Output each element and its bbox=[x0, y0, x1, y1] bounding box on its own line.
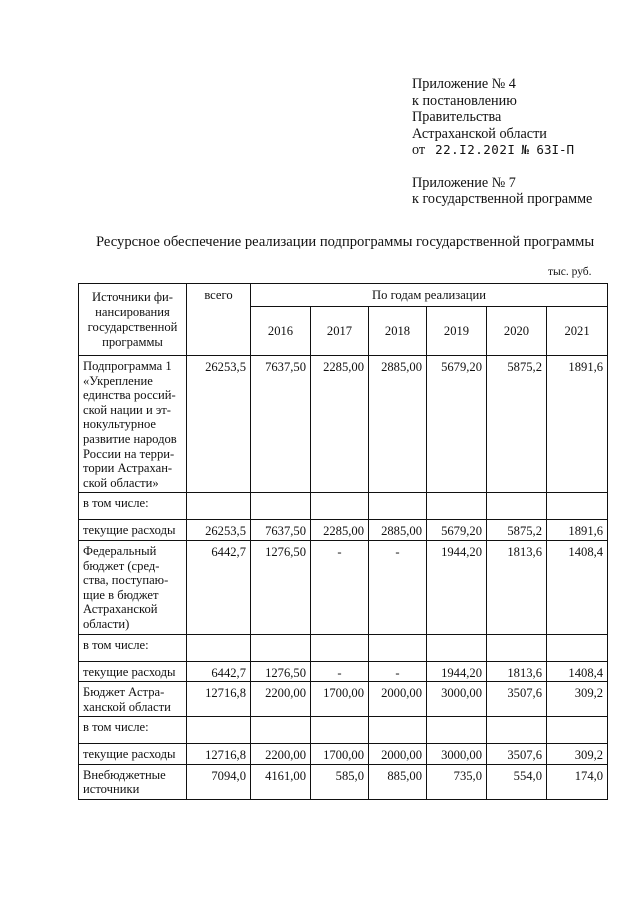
year-value-cell: 2885,00 bbox=[369, 356, 427, 493]
year-value-cell bbox=[251, 634, 311, 661]
source-label-line: Внебюджетные bbox=[83, 767, 166, 782]
source-label-line: ской области» bbox=[83, 475, 159, 490]
source-label-line: «Укрепление bbox=[83, 373, 153, 388]
year-value-cell: 585,0 bbox=[311, 764, 369, 799]
source-label-line: в том числе: bbox=[83, 637, 149, 652]
year-value-cell: 1408,4 bbox=[547, 661, 608, 682]
source-cell bbox=[79, 661, 187, 682]
source-cell bbox=[79, 744, 187, 765]
table-row bbox=[79, 744, 608, 765]
year-value-cell: 309,2 bbox=[547, 682, 608, 717]
year-value-cell: 1700,00 bbox=[311, 682, 369, 717]
source-label-line: тории Астрахан- bbox=[83, 461, 173, 476]
source-cell bbox=[79, 356, 187, 493]
year-value-cell bbox=[369, 493, 427, 520]
appendix-line: Астраханской области bbox=[412, 125, 547, 142]
table-subheader-row bbox=[79, 634, 608, 661]
table-subheader-row bbox=[79, 717, 608, 744]
appendix2-line: к государственной программе bbox=[412, 191, 593, 207]
year-value-cell: 1813,6 bbox=[487, 540, 547, 634]
year-value-cell bbox=[487, 634, 547, 661]
year-value-cell bbox=[427, 493, 487, 520]
year-value-cell: - bbox=[369, 661, 427, 682]
appendix-line: Правительства bbox=[412, 109, 502, 125]
table-row bbox=[79, 764, 608, 799]
source-label-line: Бюджет Астра- bbox=[83, 685, 165, 700]
table-row bbox=[79, 682, 608, 717]
source-label-line: Федеральный bbox=[83, 543, 157, 558]
year-value-cell: 2200,00 bbox=[251, 744, 311, 765]
year-value-cell: 1700,00 bbox=[311, 744, 369, 765]
year-value-cell: 1408,4 bbox=[547, 540, 608, 634]
source-cell bbox=[79, 634, 187, 661]
year-value-cell: - bbox=[369, 540, 427, 634]
source-label-line: России на терри- bbox=[83, 446, 175, 461]
total-cell: 12716,8 bbox=[187, 682, 251, 717]
year-value-cell: 735,0 bbox=[427, 764, 487, 799]
appendix2-line: Приложение № 7 bbox=[412, 174, 516, 191]
source-cell bbox=[79, 682, 187, 717]
decree-date: 22.I2.202I bbox=[435, 142, 516, 157]
year-value-cell: 2200,00 bbox=[251, 682, 311, 717]
year-value-cell: 2885,00 bbox=[369, 520, 427, 541]
year-value-cell: 3000,00 bbox=[427, 682, 487, 717]
year-value-cell: 3507,6 bbox=[487, 682, 547, 717]
year-value-cell bbox=[427, 717, 487, 744]
year-value-cell bbox=[547, 717, 608, 744]
units-label: тыс. руб. bbox=[548, 266, 592, 278]
source-label-line: ханской области bbox=[83, 699, 171, 714]
table-row bbox=[79, 540, 608, 634]
col-header-year: 2020 bbox=[487, 307, 547, 356]
table-row bbox=[79, 520, 608, 541]
year-value-cell: 2000,00 bbox=[369, 682, 427, 717]
col-header-year: 2017 bbox=[311, 307, 369, 356]
year-value-cell bbox=[547, 634, 608, 661]
total-cell: 12716,8 bbox=[187, 744, 251, 765]
appendix-line: к постановлению bbox=[412, 92, 517, 109]
year-value-cell bbox=[369, 634, 427, 661]
year-value-cell: 3000,00 bbox=[427, 744, 487, 765]
year-value-cell: 7637,50 bbox=[251, 356, 311, 493]
year-value-cell bbox=[547, 493, 608, 520]
col-header-years-group: По годам реализации bbox=[251, 284, 608, 307]
year-value-cell: 4161,00 bbox=[251, 764, 311, 799]
year-value-cell: 5679,20 bbox=[427, 356, 487, 493]
source-label-line: щие в бюджет bbox=[83, 587, 159, 602]
year-value-cell: 7637,50 bbox=[251, 520, 311, 541]
table-subheader-row bbox=[79, 493, 608, 520]
source-label-line: в том числе: bbox=[83, 496, 149, 511]
source-label-line: ской нации и эт- bbox=[83, 402, 171, 417]
decree-date-line bbox=[412, 142, 592, 159]
year-value-cell: 2000,00 bbox=[369, 744, 427, 765]
year-value-cell: 1813,6 bbox=[487, 661, 547, 682]
source-label-line: ства, поступаю- bbox=[83, 573, 169, 588]
total-cell bbox=[187, 493, 251, 520]
year-value-cell: 1891,6 bbox=[547, 356, 608, 493]
year-value-cell bbox=[251, 717, 311, 744]
col-header-year: 2019 bbox=[427, 307, 487, 356]
year-value-cell: 2285,00 bbox=[311, 520, 369, 541]
year-value-cell bbox=[487, 493, 547, 520]
source-label-line: нокультурное bbox=[83, 417, 156, 432]
source-label-line: текущие расходы bbox=[83, 523, 176, 538]
total-cell bbox=[187, 717, 251, 744]
total-cell bbox=[187, 634, 251, 661]
table-row bbox=[79, 356, 608, 493]
year-value-cell: 5875,2 bbox=[487, 520, 547, 541]
appendix-line: Приложение № 4 bbox=[412, 76, 516, 92]
total-cell: 26253,5 bbox=[187, 356, 251, 493]
total-cell: 6442,7 bbox=[187, 661, 251, 682]
source-label-line: Подпрограмма 1 bbox=[83, 359, 172, 373]
year-value-cell: - bbox=[311, 661, 369, 682]
year-value-cell bbox=[427, 634, 487, 661]
source-label-line: единства россий- bbox=[83, 388, 176, 403]
year-value-cell: - bbox=[311, 540, 369, 634]
year-value-cell: 309,2 bbox=[547, 744, 608, 765]
year-value-cell bbox=[311, 493, 369, 520]
year-value-cell: 5875,2 bbox=[487, 356, 547, 493]
col-header-year: 2018 bbox=[369, 307, 427, 356]
total-cell: 6442,7 bbox=[187, 540, 251, 634]
year-value-cell: 1944,20 bbox=[427, 540, 487, 634]
resource-table bbox=[78, 283, 608, 800]
source-label-line: бюджет (сред- bbox=[83, 558, 160, 573]
year-value-cell: 1891,6 bbox=[547, 520, 608, 541]
col-header-source: Источники фи- нансирования государственной программы bbox=[79, 284, 187, 356]
source-cell bbox=[79, 520, 187, 541]
year-value-cell bbox=[369, 717, 427, 744]
source-cell bbox=[79, 493, 187, 520]
year-value-cell bbox=[311, 717, 369, 744]
year-value-cell: 3507,6 bbox=[487, 744, 547, 765]
decree-number: № 63I-П bbox=[521, 142, 575, 157]
year-value-cell: 885,00 bbox=[369, 764, 427, 799]
date-prefix: от bbox=[412, 142, 426, 158]
year-value-cell bbox=[251, 493, 311, 520]
source-label-line: текущие расходы bbox=[83, 747, 176, 762]
year-value-cell bbox=[311, 634, 369, 661]
year-value-cell: 1276,50 bbox=[251, 540, 311, 634]
year-value-cell bbox=[487, 717, 547, 744]
appendix-header bbox=[412, 76, 592, 208]
year-value-cell: 5679,20 bbox=[427, 520, 487, 541]
document-title: Ресурсное обеспечение реализации подпрограммы государственной программы bbox=[96, 234, 595, 250]
source-label-line: Астраханской bbox=[83, 602, 158, 617]
source-label-line: в том числе: bbox=[83, 720, 149, 735]
year-value-cell: 1276,50 bbox=[251, 661, 311, 682]
col-header-year: 2021 bbox=[547, 307, 608, 356]
col-header-year: 2016 bbox=[251, 307, 311, 356]
source-cell bbox=[79, 717, 187, 744]
year-value-cell: 1944,20 bbox=[427, 661, 487, 682]
col-header-total: всего bbox=[187, 284, 251, 356]
source-cell bbox=[79, 540, 187, 634]
table-row bbox=[79, 661, 608, 682]
source-cell bbox=[79, 764, 187, 799]
source-label-line: источники bbox=[83, 782, 140, 797]
year-value-cell: 554,0 bbox=[487, 764, 547, 799]
year-value-cell: 2285,00 bbox=[311, 356, 369, 493]
year-value-cell: 174,0 bbox=[547, 764, 608, 799]
total-cell: 26253,5 bbox=[187, 520, 251, 541]
source-label-line: области) bbox=[83, 616, 130, 631]
source-label-line: развитие народов bbox=[83, 431, 177, 446]
source-label-line: текущие расходы bbox=[83, 664, 176, 679]
total-cell: 7094,0 bbox=[187, 764, 251, 799]
